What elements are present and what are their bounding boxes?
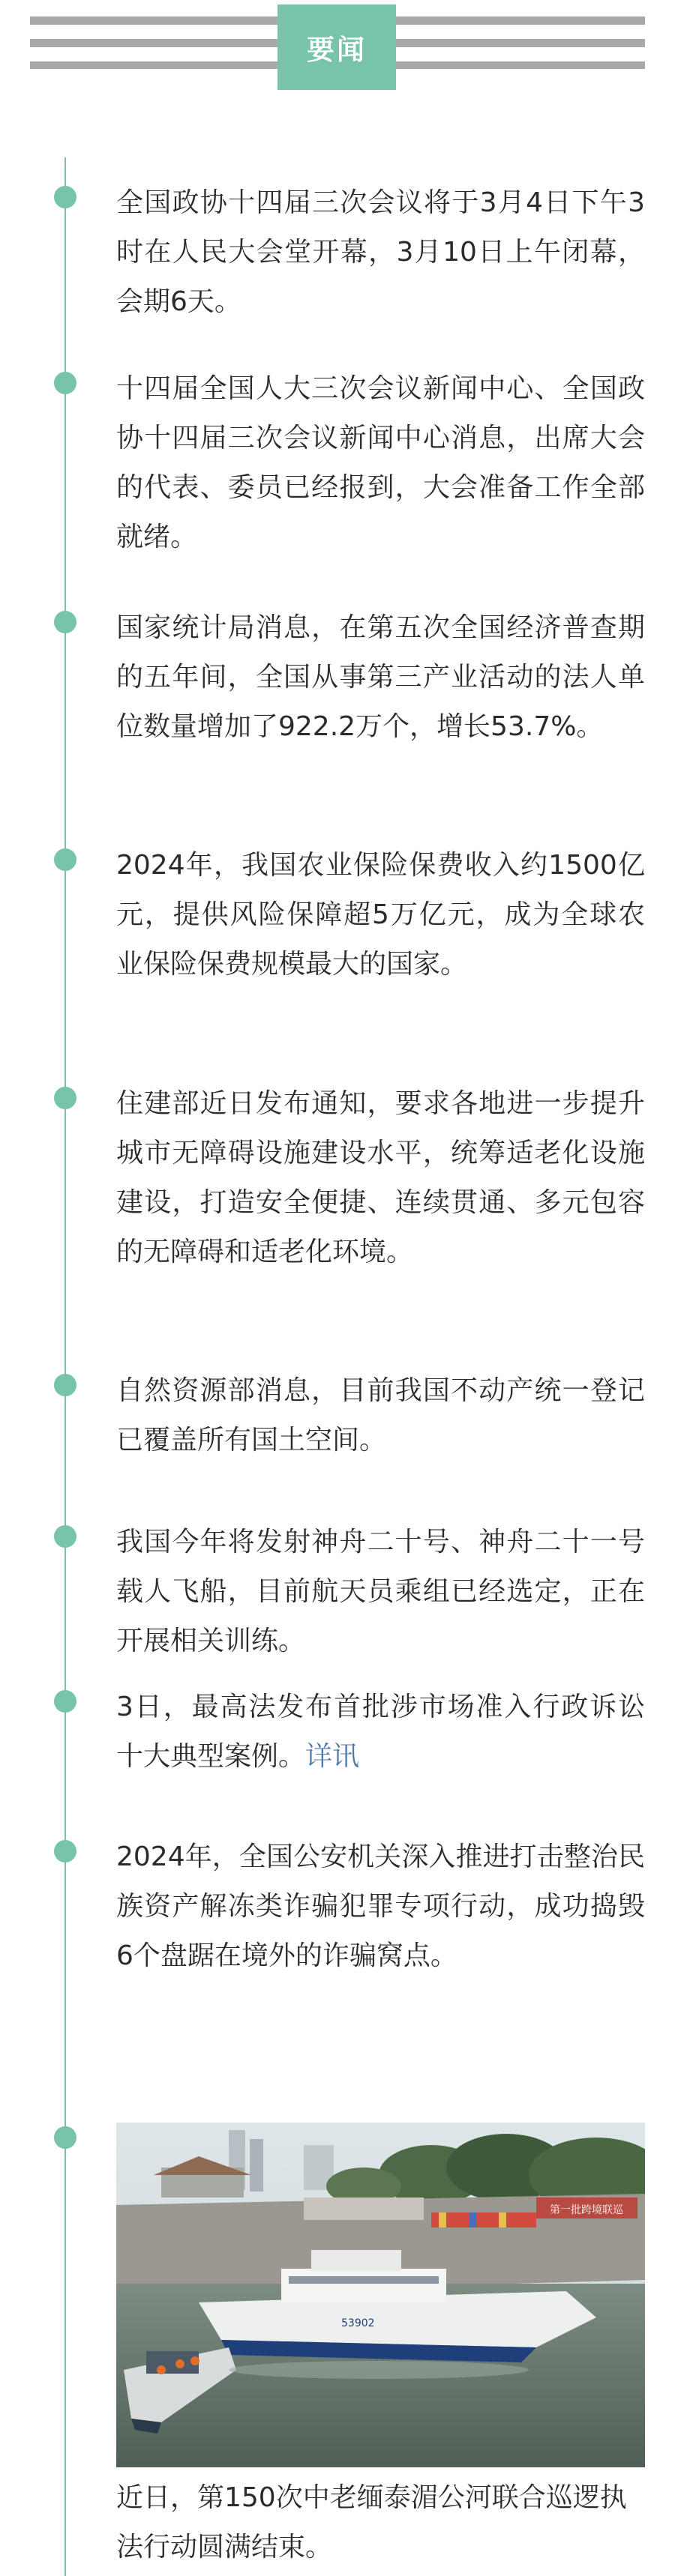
timeline-dot [54, 1840, 76, 1862]
news-photo [116, 2123, 645, 2467]
timeline-dot [54, 1690, 76, 1713]
timeline-line [64, 157, 66, 2576]
boat-number: 53902 [341, 2317, 375, 2329]
timeline-dot [54, 2126, 76, 2149]
timeline-dot [54, 1087, 76, 1109]
news-item: 2024年，我国农业保险保费收入约1500亿元，提供风险保障超5万亿元，成为全球农业保险保费规模最大的国家。 [116, 850, 645, 980]
news-item: 国家统计局消息，在第五次全国经济普查期的五年间，全国从事第三产业活动的法人单位数量增加了922.2万个，增长53.7%。 [116, 612, 645, 742]
news-item: 十四届全国人大三次会议新闻中心、全国政协十四届三次会议新闻中心消息，出席大会的代表、委员已经报到，大会准备工作全部就绪。 [116, 373, 645, 552]
timeline-dot [54, 1525, 76, 1548]
news-item: 2024年，全国公安机关深入推进打击整治民族资产解冻类诈骗犯罪专项行动，成功捣毁6个盘踞在境外的诈骗窝点。 [116, 1841, 645, 1971]
photo-banner: 第一批跨境联巡 [550, 2204, 623, 2216]
timeline-dot [54, 1374, 76, 1396]
timeline-dot [54, 848, 76, 871]
timeline-dot [54, 186, 76, 208]
river-patrol-boats-image [116, 2123, 645, 2467]
detail-link[interactable]: 详讯 [305, 1741, 360, 1772]
timeline-dot [54, 372, 76, 394]
news-item [116, 1683, 645, 1782]
section-title: 要闻 [278, 4, 396, 90]
photo-caption: 近日，第150次中老缅泰湄公河联合巡逻执法行动圆满结束。 [116, 2482, 627, 2563]
section-header [0, 0, 675, 105]
news-item-text: 3日，最高法发布首批涉市场准入行政诉讼十大典型案例。 [116, 1692, 645, 1772]
timeline-dot [54, 611, 76, 633]
news-item: 自然资源部消息，目前我国不动产统一登记已覆盖所有国土空间。 [116, 1375, 645, 1456]
news-item: 住建部近日发布通知，要求各地进一步提升城市无障碍设施建设水平，统筹适老化设施建设，打造安全便捷、连续贯通、多元包容的无障碍和适老化环境。 [116, 1088, 645, 1267]
news-item: 全国政协十四届三次会议将于3月4日下午3时在人民大会堂开幕，3月10日上午闭幕，会期6天。 [116, 187, 645, 317]
news-item: 我国今年将发射神舟二十号、神舟二十一号载人飞船，目前航天员乘组已经选定，正在开展相关训练。 [116, 1527, 645, 1656]
